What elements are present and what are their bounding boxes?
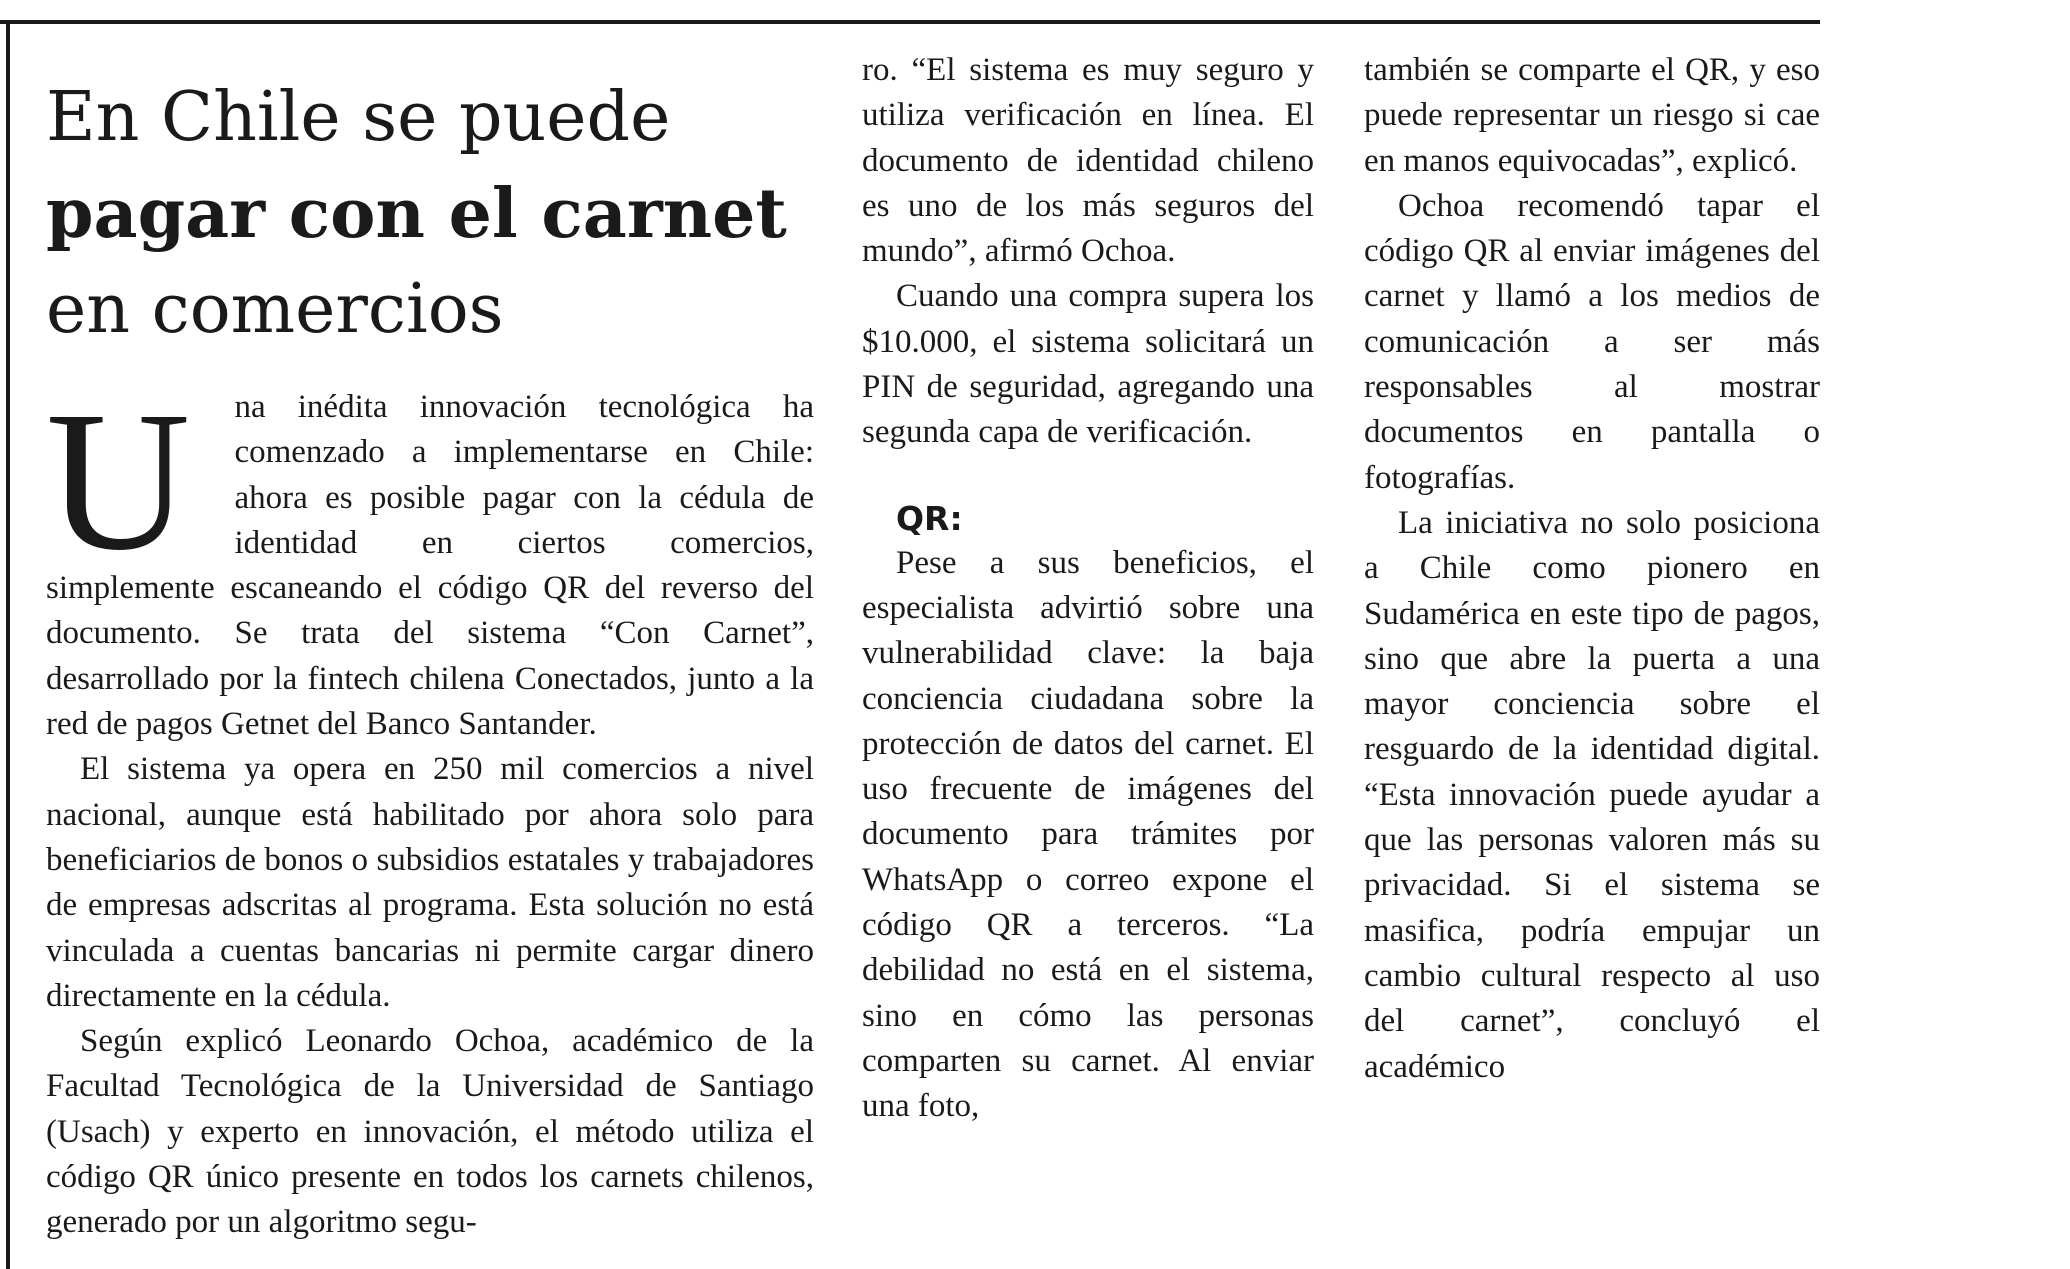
drop-cap: U xyxy=(46,371,191,592)
paragraph-6: Ochoa recomendó tapar el código QR al enviar imágenes del carnet y llamó a los medios de comunicación a ser más responsables al mostrar documentos en pantalla o fotografías. xyxy=(1364,187,1820,496)
article-column-3 xyxy=(1364,48,1820,1090)
top-rule xyxy=(0,20,1820,24)
headline-line-2: pagar con el carnet xyxy=(46,174,787,254)
lead-paragraph-text: na inédita innovación tecnológica ha comenzado a implementarse en Chile: ahora es posible pagar con la cédula de identidad en ciertos comercios, simplemente escaneando el código QR del reverso del documento. Se trata del sistema “Con Carnet”, desarrollado por la fintech chilena Conectados, junto a la red de pagos Getnet del Banco Santander. xyxy=(46,389,814,743)
paragraph-2: El sistema ya opera en 250 mil comercios a nivel nacional, aunque está habilitado por ahora solo para beneficiarios de bonos o subsidios estatales y trabajadores de empresas adscritas al programa. Esta solución no está vinculada a cuentas bancarias ni permite cargar dinero directamente en la cédula. xyxy=(46,751,814,1014)
article-column-2 xyxy=(862,48,1314,1130)
paragraph-5: Pese a sus beneficios, el especialista advirtió sobre una vulnerabilidad clave: la baja conciencia ciudadana sobre la protección de datos del carnet. El uso frecuente de imágenes del documento para trámites por WhatsApp o correo expone el código QR a terceros. “La debilidad no está en el sistema, sino en cómo las personas comparten su carnet. Al enviar una foto, xyxy=(862,544,1314,1125)
left-rule xyxy=(6,20,10,1269)
lead-paragraph xyxy=(46,371,814,747)
paragraph-7: La iniciativa no solo posiciona a Chile como pionero en Sudamérica en este tipo de pagos, sino que abre la puerta a una mayor conciencia sobre el resguardo de la identidad digital. “Esta innovación puede ayudar a que las personas valoren más su privacidad. Si el sistema se masifica, podría empujar un cambio cultural respecto al uso del carnet”, concluyó el académico xyxy=(1364,504,1820,1085)
subhead-qr: QR: xyxy=(896,498,963,538)
headline xyxy=(46,70,826,358)
paragraph-4: Cuando una compra supera los $10.000, el sistema solicitará un PIN de seguridad, agregando una segunda capa de verificación. xyxy=(862,278,1314,451)
headline-line-1: En Chile se puede xyxy=(46,78,671,157)
paragraph-3-continued: ro. “El sistema es muy seguro y utiliza verificación en línea. El documento de identidad chileno es uno de los más seguros del mundo”, afirmó Ochoa. xyxy=(862,52,1314,270)
article-column-1 xyxy=(46,371,814,1246)
paragraph-3: Según explicó Leonardo Ochoa, académico de la Facultad Tecnológica de la Universidad de Santiago (Usach) y experto en innovación, el método utiliza el código QR único presente en todos los carnets chilenos, generado por un algoritmo segu- xyxy=(46,1023,814,1241)
headline-line-3: en comercios xyxy=(46,270,504,349)
paragraph-5-continued: también se comparte el QR, y eso puede representar un riesgo si cae en manos equivocadas”, explicó. xyxy=(1364,52,1820,179)
